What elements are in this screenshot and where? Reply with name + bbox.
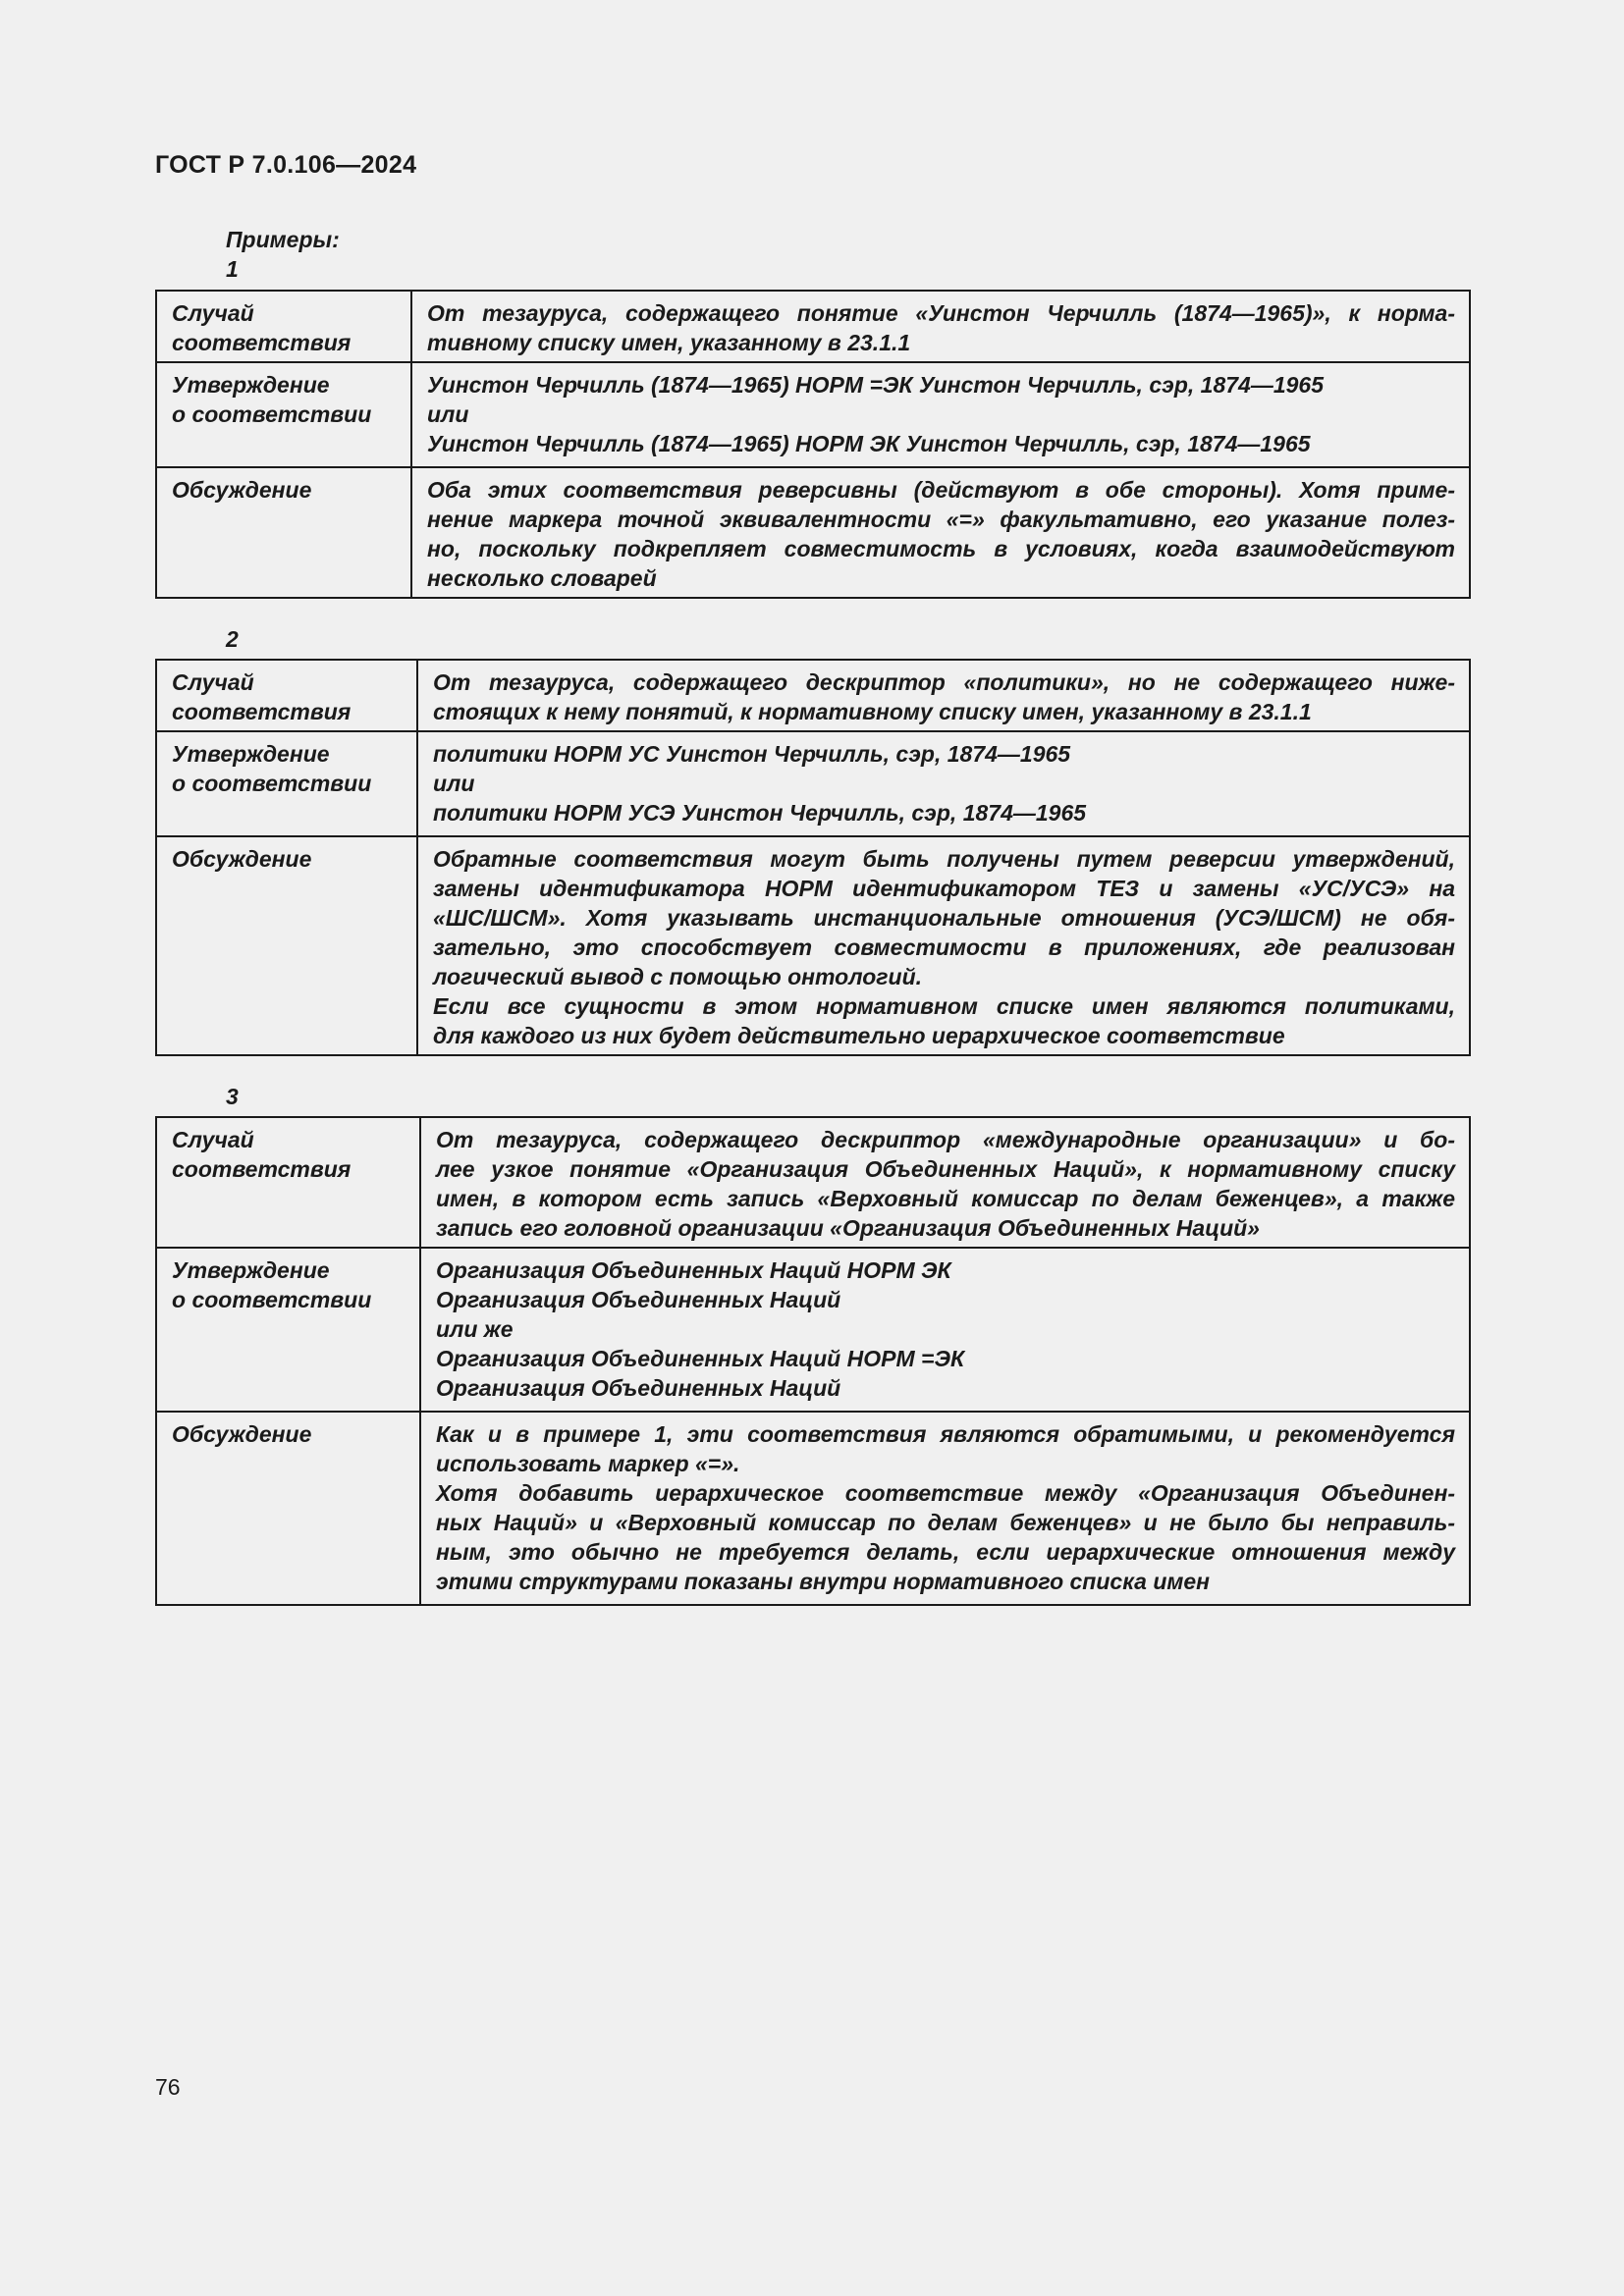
case-text: От тезауруса, содержащего дескриптор «политики», но не содержащего ниже- стоящих к нему понятий, к нормативному списку имен, указанному в 23.1.1 bbox=[417, 660, 1470, 731]
example-table-2 bbox=[155, 659, 1471, 1056]
row-label-discussion: Обсуждение bbox=[156, 836, 417, 1055]
table-row-discussion bbox=[156, 467, 1470, 598]
example-table-3 bbox=[155, 1116, 1471, 1606]
discussion-text: Обратные соответствия могут быть получены путем реверсии утверждений, замены идентификатора НОРМ идентификатором ТЕЗ и замены «УС/УСЭ» на «ШС/ШСМ». Хотя указывать инстанциональные отношения (УСЭ/ШСМ) не обя- зательно, это способствует совместимости в приложениях, где реализован логический вывод с помощью онтологий. Если все сущности в этом нормативном списке имен являются политиками, для каждого из них будет действительно иерархическое соответствие bbox=[417, 836, 1470, 1055]
row-label-discussion: Обсуждение bbox=[156, 467, 411, 598]
statement-text: политики НОРМ УС Уинстон Черчилль, сэр, 1874—1965 или политики НОРМ УСЭ Уинстон Черчилль, сэр, 1874—1965 bbox=[417, 731, 1470, 836]
table-row-statement bbox=[156, 731, 1470, 836]
row-label-discussion: Обсуждение bbox=[156, 1412, 420, 1605]
table-row-case bbox=[156, 291, 1470, 362]
statement-text: Организация Объединенных Наций НОРМ ЭК Организация Объединенных Наций или же Организация Объединенных Наций НОРМ =ЭК Организация Объединенных Наций bbox=[420, 1248, 1470, 1412]
table-row-discussion bbox=[156, 1412, 1470, 1605]
row-label-case: Случай соответствия bbox=[156, 291, 411, 362]
discussion-text: Оба этих соответствия реверсивны (действуют в обе стороны). Хотя приме- нение маркера точной эквивалентности «=» факультативно, его указание полез- но, поскольку подкрепляет совместимость в условиях, когда взаимодействуют несколько словарей bbox=[411, 467, 1470, 598]
table-row-case bbox=[156, 660, 1470, 731]
case-text: От тезауруса, содержащего понятие «Уинстон Черчилль (1874—1965)», к норма- тивному списку имен, указанному в 23.1.1 bbox=[411, 291, 1470, 362]
table-row-case bbox=[156, 1117, 1470, 1248]
statement-text: Уинстон Черчилль (1874—1965) НОРМ =ЭК Уинстон Черчилль, сэр, 1874—1965 или Уинстон Черчилль (1874—1965) НОРМ ЭК Уинстон Черчилль, сэр, 1874—1965 bbox=[411, 362, 1470, 467]
table-row-discussion bbox=[156, 836, 1470, 1055]
row-label-statement: Утверждение о соответствии bbox=[156, 731, 417, 836]
table-row-statement bbox=[156, 362, 1470, 467]
example-number-2: 2 bbox=[226, 626, 239, 652]
document-code-header: ГОСТ Р 7.0.106—2024 bbox=[155, 151, 417, 179]
discussion-text: Как и в примере 1, эти соответствия являются обратимыми, и рекомендуется использовать маркер «=». Хотя добавить иерархическое соответствие между «Организация Объединен- ных Наций» и «Верховный комиссар по делам беженцев» и не было бы неправиль- ным, это обычно не требуется делать, если иерархические отношения между этими структурами показаны внутри нормативного списка имен bbox=[420, 1412, 1470, 1605]
row-label-statement: Утверждение о соответствии bbox=[156, 362, 411, 467]
example-table-1 bbox=[155, 290, 1471, 599]
case-text: От тезауруса, содержащего дескриптор «международные организации» и бо- лее узкое понятие «Организация Объединенных Наций», к нормативному списку имен, в котором есть запись «Верховный комиссар по делам беженцев», а также запись его головной организации «Организация Объединенных Наций» bbox=[420, 1117, 1470, 1248]
examples-label: Примеры: bbox=[226, 227, 340, 252]
row-label-case: Случай соответствия bbox=[156, 1117, 420, 1248]
example-number-3: 3 bbox=[226, 1084, 239, 1109]
row-label-case: Случай соответствия bbox=[156, 660, 417, 731]
page-number: 76 bbox=[155, 2074, 181, 2100]
example-number-1: 1 bbox=[226, 256, 239, 282]
row-label-statement: Утверждение о соответствии bbox=[156, 1248, 420, 1412]
table-row-statement bbox=[156, 1248, 1470, 1412]
